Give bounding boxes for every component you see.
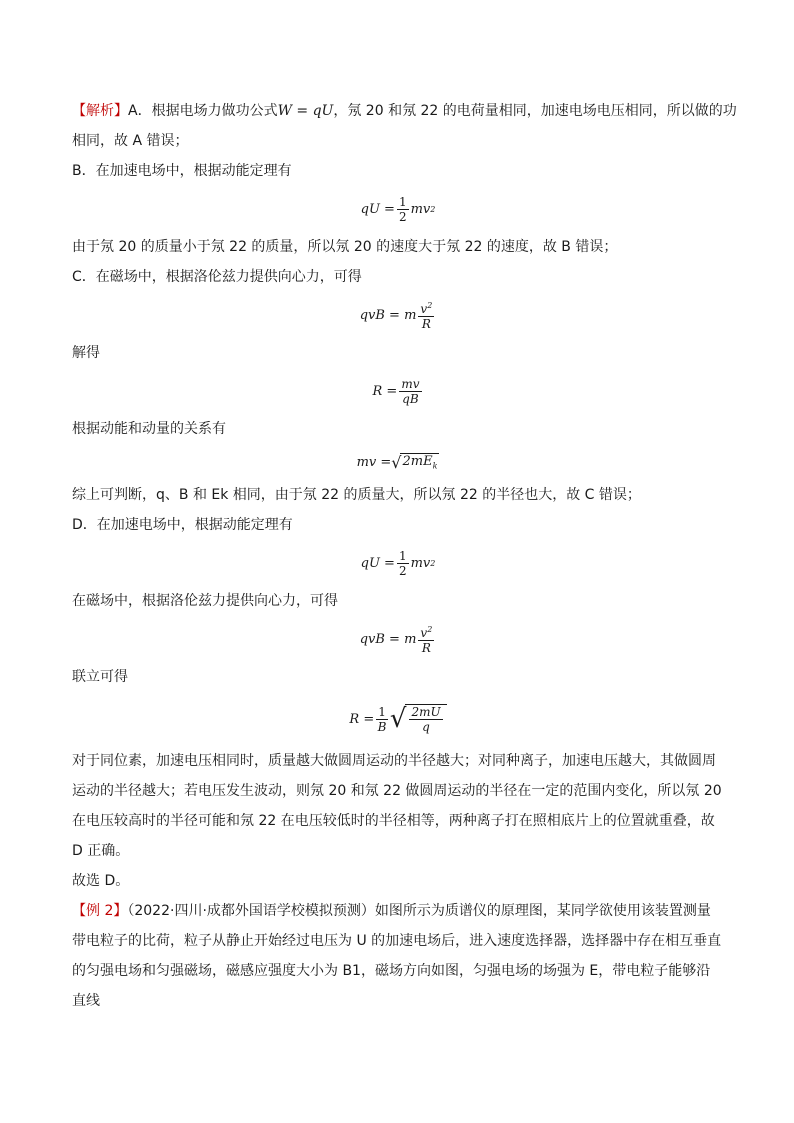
analysis-a-line2: 相同，故 A 错误； (72, 133, 189, 149)
page-content (72, 96, 737, 1016)
equation-radius-combined: R = $\frac{1}{B}$ √ $\frac{2mU}{q}$ (72, 692, 724, 746)
analysis-d-magnetic: 在磁场中，根据洛伦兹力提供向心力，可得 (72, 593, 338, 609)
analysis-d-line: D．在加速电场中，根据动能定理有 (72, 517, 293, 533)
work-formula: W = qU (277, 103, 334, 119)
analysis-combine: 联立可得 (72, 669, 128, 685)
analysis-tag: 【解析】 (72, 103, 128, 119)
analysis-a-line1 (72, 96, 737, 126)
analysis-relation: 根据动能和动量的关系有 (72, 421, 226, 437)
analysis-b-line: B．在加速电场中，根据动能定理有 (72, 163, 292, 179)
analysis-solve: 解得 (72, 345, 100, 361)
analysis-b-after: 由于氖 20 的质量小于氖 22 的质量，所以氖 20 的速度大于氖 22 的速度，故 B 错误； (72, 239, 618, 255)
example-2 (72, 896, 724, 1016)
example-tag: 【例 2】 (72, 903, 128, 919)
analysis-c-line: C．在磁场中，根据洛伦兹力提供向心力，可得 (72, 269, 362, 285)
equation-lorentz-force: qvB = m $\frac{v^2}{R}$ (359, 301, 433, 331)
analysis-c-conclusion: 综上可判断，q、B 和 Ek 相同，由于氖 22 的质量大，所以氖 22 的半径也大，故 C 错误； (72, 487, 641, 503)
analysis-a-rest: ，氖 20 和氖 22 的电荷量相同，加速电场电压相同，所以做的功 (333, 103, 737, 119)
analysis-a-prefix: A．根据电场力做功公式 (128, 103, 278, 119)
equation-lorentz-force-2: qvB = m $\frac{v^2}{R}$ (359, 625, 433, 655)
equation-kinetic-energy: qU = $\frac{1}{2}$ mv 2 (360, 194, 436, 224)
equation-momentum: mv = √ $2mE_k$ (356, 452, 438, 472)
analysis-d-paragraph: 对于同位素，加速电压相同时，质量越大做圆周运动的半径越大；对同种离子，加速电压越大，其做圆周运动的半径越大；若电压发生波动，则氖 20 和氖 22 做圆周运动的半径在一定的范围内变化，所以氖 20 在电压较高时的半径可能和氖 22 在电压较低时的半径相等，两种离子打在照相底片上的位置就重叠，故 D 正确。 (72, 753, 722, 859)
analysis-answer: 故选 D。 (72, 873, 130, 889)
equation-radius: R = $\frac{mv}{qB}$ (372, 376, 420, 406)
equation-kinetic-energy-2: qU = $\frac{1}{2}$ mv 2 (360, 548, 436, 578)
example-source: （2022·四川·成都外国语学校模拟预测） (127, 903, 375, 919)
example-text: 如图所示为质谱仪的原理图，某同学欲使用该装置测量带电粒子的比荷，粒子从静止开始经过电压为 U 的加速电场后，进入速度选择器，选择器中存在相互垂直的匀强电场和匀强磁场，磁感应强度大小为 B1，磁场方向如图，匀强电场的场强为 E，带电粒子能够沿直线 (72, 903, 722, 1009)
